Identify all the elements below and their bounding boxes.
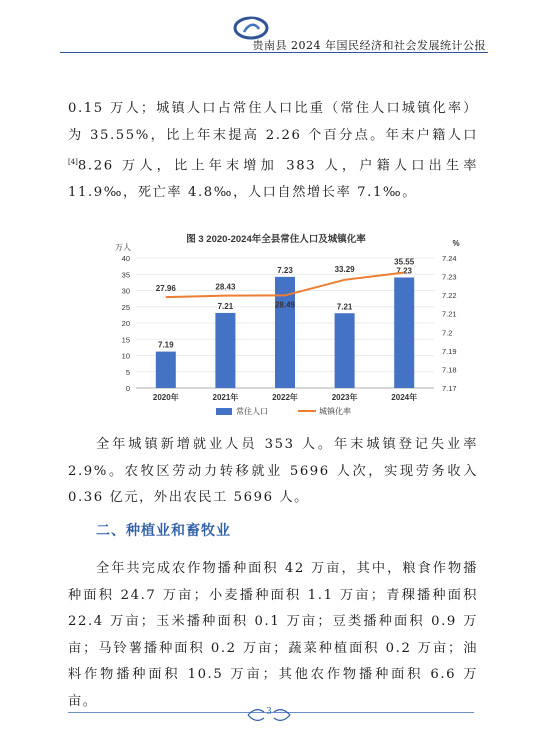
left-tick-label: 30 [121,286,130,296]
bar-data-label: 7.23 [396,266,412,276]
bar-data-label: 7.23 [277,265,293,275]
bar [394,278,414,389]
line-data-label: 28.43 [215,282,236,292]
x-tick-label: 2024年 [391,393,418,402]
legend-bar-label: 常住人口 [236,407,268,416]
right-axis-unit: % [452,239,460,248]
right-axis-ticks [442,254,457,393]
paragraph-agriculture: 全年共完成农作物播种面积 42 万亩，其中，粮食作物播种面积 24.7 万亩；小麦播种面积 1.1 万亩；青稞播种面积 22.4 万亩；玉米播种面积 0.1 万亩；豆类播种面积 0.9 万亩；马铃薯播种面积 0.2 万亩；蔬菜种植面积 0.2 万亩；油料作物播种面积 10.5 万亩；其他农作物播种面积 6.6 万亩。 [68,561,478,709]
bar [335,313,355,388]
left-tick-label: 0 [125,384,130,393]
x-tick-label: 2022年 [272,393,298,402]
right-tick-label: 7.17 [442,384,457,393]
left-axis-ticks [122,254,130,393]
left-tick-label: 20 [121,319,130,328]
population-urbanization-chart [66,228,486,428]
right-tick-label: 7.2 [442,328,453,338]
left-tick-label: 5 [125,367,130,377]
line-data-label: 27.96 [155,284,176,294]
chart-legend [216,406,351,416]
x-tick-label: 2021年 [212,393,239,402]
left-axis-unit: 万人 [115,243,131,252]
right-tick-label: 7.19 [442,346,457,356]
x-tick-label: 2023年 [331,393,358,402]
line-data-label: 35.55 [394,257,415,267]
x-tick-label: 2020年 [152,393,179,402]
footnote-marker: [4] [68,158,78,166]
left-tick-label: 10 [121,351,130,361]
chart-title: 图 3 2020-2024年全县常住人口及城镇化率 [186,234,366,245]
section-heading: 二、种植业和畜牧业 [96,523,231,539]
paragraph-population-text: 0.15 万人；城镇人口占常住人口比重（常住人口城镇化率）为 35.55%，比上年末提高 2.26 个百分点。年末户籍人口 [68,101,478,143]
paragraph-employment: 全年城镇新增就业人员 353 人。年末城镇登记失业率 2.9%。农牧区劳动力转移就业 5696 人次，实现劳务收入 0.36 亿元，外出农民工 5696 人。 [68,437,478,505]
left-tick-label: 15 [121,335,130,345]
left-tick-label: 40 [121,254,130,263]
paragraph-population [68,96,478,206]
bar-series [156,266,414,388]
bar-data-label: 7.21 [217,301,234,311]
right-tick-label: 7.22 [442,291,457,301]
right-tick-label: 7.24 [442,254,457,263]
left-tick-label: 25 [121,302,130,312]
left-tick-label: 35 [121,270,130,280]
line-data-label: 28.49 [274,300,296,310]
right-tick-label: 7.23 [442,272,457,282]
paragraph-population-rest: 8.26 万人，比上年末增加 383 人，户籍人口出生率 11.9‰，死亡率 4.8‰，人口自然增长率 7.1‰。 [68,158,478,200]
legend-bar-swatch [216,408,232,415]
right-tick-label: 7.18 [442,365,457,375]
bar [156,352,176,388]
x-axis-labels [153,392,417,402]
header-title: 贵南县 2024 年国民经济和社会发展统计公报 [252,39,486,52]
bar-data-label: 7.19 [158,340,174,350]
page-number: 3 [266,706,272,717]
right-tick-label: 7.21 [442,309,457,319]
bar-data-label: 7.21 [336,302,353,312]
bar [215,313,235,388]
legend-line-label: 城镇化率 [319,407,351,416]
header-divider [60,52,488,53]
line-data-label: 33.29 [334,264,355,274]
